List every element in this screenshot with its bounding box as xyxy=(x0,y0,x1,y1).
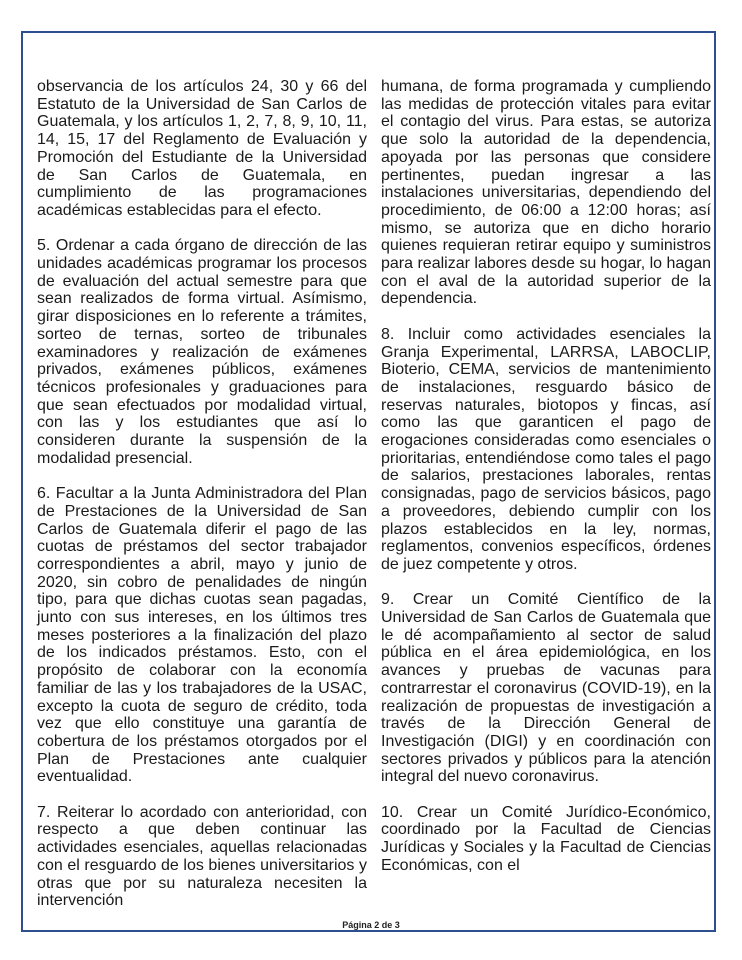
left-column xyxy=(37,78,367,910)
paragraph-item-10: 10. Crear un Comité Jurídico-Económico, coordinado por la Facultad de Ciencias Jurídicas y Sociales y la Facultad de Ciencias Económicas, con el xyxy=(381,803,711,874)
paragraph-item-7-continuation: humana, de forma programada y cumpliendo las medidas de protección vitales para evitar el contagio del virus. Para estas, se autoriza que solo la autoridad de la dependencia, apoyada por las personas que considere pertinentes, puedan ingresar a las instalaciones universitarias, dependiendo del procedimiento, de 06:00 a 12:00 horas; así mismo, se autoriza que en dicho horario quienes requieran retirar equipo y suministros para realizar labores desde su hogar, lo hagan con el aval de la autoridad superior de la dependencia. xyxy=(381,78,711,308)
paragraph-continuation: observancia de los artículos 24, 30 y 66 del Estatuto de la Universidad de San Carlos de Guatemala, y los artículos 1, 2, 7, 8, 9, 10, 11, 14, 15, 17 del Reglamento de Evaluación y Promoción del Estudiante de la Universidad de San Carlos de Guatemala, en cumplimiento de las programaciones académicas establecidas para el efecto. xyxy=(37,78,367,219)
paragraph-item-7: 7. Reiterar lo acordado con anterioridad, con respecto a que deben continuar las actividades esenciales, aquellas relacionadas con el resguardo de los bienes universitarios y otras que por su naturaleza necesiten la intervención xyxy=(37,803,367,910)
page-number: Página 2 de 3 xyxy=(342,920,400,930)
right-column xyxy=(381,78,711,875)
paragraph-item-9: 9. Crear un Comité Científico de la Universidad de San Carlos de Guatemala que le dé acompañamiento al sector de salud pública en el área epidemiológica, en los avances y pruebas de vacunas para contrarrestar el coronavirus (COVID-19), en la realización de propuestas de investigación a través de la Dirección General de Investigación (DIGI) y en coordinación con sectores privados y públicos para la atención integral del nuevo coronavirus. xyxy=(381,591,711,786)
paragraph-item-8: 8. Incluir como actividades esenciales la Granja Experimental, LARRSA, LABOCLIP, Bioterio, CEMA, servicios de mantenimiento de instalaciones, resguardo básico de reservas naturales, biotopos y fincas, así como las que garanticen el pago de erogaciones consideradas como esenciales o prioritarias, entendiéndose como tales el pago de salarios, prestaciones laborales, rentas consignadas, pago de servicios básicos, pago a proveedores, debiendo cumplir con los plazos establecidos en la ley, normas, reglamentos, convenios específicos, órdenes de juez competente y otros. xyxy=(381,325,711,573)
paragraph-item-5: 5. Ordenar a cada órgano de dirección de las unidades académicas programar los procesos de evaluación del actual semestre para que sean realizados de forma virtual. Asímismo, girar disposiciones en lo referente a trámites, sorteo de ternas, sorteo de tribunales examinadores y realización de exámenes privados, exámenes públicos, exámenes técnicos profesionales y graduaciones para que sean efectuados por modalidad virtual, con las y los estudiantes que así lo consideren durante la suspensión de la modalidad presencial. xyxy=(37,237,367,467)
paragraph-item-6: 6. Facultar a la Junta Administradora del Plan de Prestaciones de la Universidad de San Carlos de Guatemala diferir el pago de las cuotas de préstamos del sector trabajador correspondientes a abril, mayo y junio de 2020, sin cobro de penalidades de ningún tipo, para que dichas cuotas sean pagadas, junto con sus intereses, en los últimos tres meses posteriores a la finalización del plazo de los indicados préstamos. Esto, con el propósito de colaborar con la economía familiar de las y los trabajadores de la USAC, excepto la cuota de seguro de crédito, toda vez que ello constituye una garantía de cobertura de los préstamos otorgados por el Plan de Prestaciones ante cualquier eventualidad. xyxy=(37,485,367,786)
